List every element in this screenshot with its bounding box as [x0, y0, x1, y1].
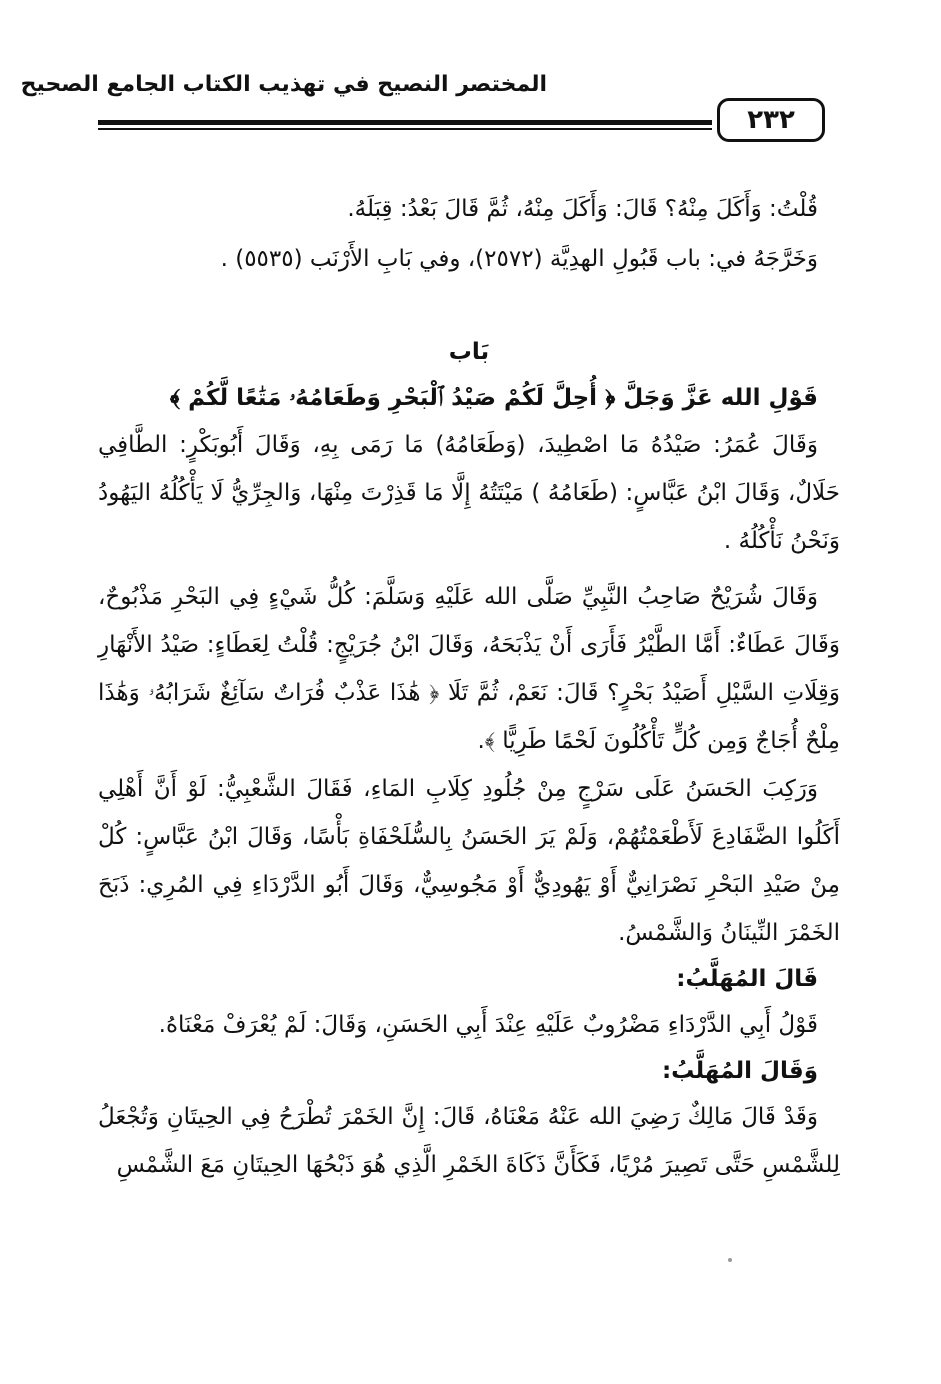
paragraph: وَقَالَ عُمَرُ: صَيْدُهُ مَا اصْطِيدَ، (وَطَعَامُهُ) مَا رَمَى بِهِ، وَقَالَ أَبُوبَكْرٍ: الطَّافِي حَلَالٌ، وَقَالَ ابْنُ عَبَّاسٍ: (طَعَامُهُ ) مَيْتَتُهُ إِلَّا مَا قَذِرْتَ مِنْهَا، وَالجِرِّيُّ لَا يَأْكُلُهُ اليَهُودُ وَنَحْنُ نَأْكُلُهُ . — [98, 432, 840, 554]
paragraph: وَرَكِبَ الحَسَنُ عَلَى سَرْجٍ مِنْ جُلُودِ كِلَابِ المَاءِ، فَقَالَ الشَّعْبِيُّ: لَوْ أَنَّ أَهْلِي أَكَلُوا الضَّفَادِعَ لَأَطْعَمْتُهُمْ، وَلَمْ يَرَ الحَسَنُ بِالسُّلَحْفَاةِ بَأْسًا، وَقَالَ ابْنُ عَبَّاسٍ: كُلْ مِنْ صَيْدِ البَحْرِ نَصْرَانِيٌّ أَوْ يَهُودِيٌّ أَوْ مَجُوسِيٌّ، وَقَالَ أَبُو الدَّرْدَاءِ فِي المُرِي: ذَبَحَ الخَمْرَ النِّينَانُ وَالشَّمْسُ. — [98, 776, 840, 946]
section-label: وَقَالَ المُهَلَّبُ: — [661, 1058, 818, 1084]
paragraph: قَوْلُ أَبِي الدَّرْدَاءِ مَضْرُوبٌ عَلَيْهِ عِنْدَ أَبِي الحَسَنِ، وَقَالَ: لَمْ يُعْرَفْ مَعْنَاهُ. — [158, 1012, 818, 1038]
header-rule-thick — [98, 120, 712, 125]
paragraph: وَقَالَ شُرَيْحٌ صَاحِبُ النَّبِيِّ صَلَّى الله عَلَيْهِ وَسَلَّمَ: كُلُّ شَيْءٍ فِي البَحْرِ مَذْبُوحٌ، وَقَالَ عَطَاءٌ: أَمَّا الطَّيْرُ فَأَرَى أَنْ يَذْبَحَهُ، وَقَالَ ابْنُ جُرَيْجٍ: قُلْتُ لِعَطَاءٍ: صَيْدُ الأَنْهَارِ وَقِلَاتِ السَّيْلِ أَصَيْدُ بَحْرٍ؟ قَالَ: نَعَمْ، ثُمَّ تَلَا ﴿ هَٰذَا عَذْبٌ فُرَاتٌ سَآئِغٌ شَرَابُهُۥ وَهَٰذَا مِلْحٌ أُجَاجٌ وَمِن كُلٍّ تَأْكُلُونَ لَحْمًا طَرِيًّا ﴾. — [98, 584, 840, 754]
running-head-title: المختصر النصيح في تهذيب الكتاب الجامع الصحيح — [20, 72, 547, 97]
page-body — [98, 185, 840, 1189]
chapter-title: قَوْلِ الله عَزَّ وَجَلَّ ﴿ أُحِلَّ لَكُمْ صَيْدُ ٱلْبَحْرِ وَطَعَامُهُۥ مَتَٰعًا لَّكُمْ ﴾ — [169, 385, 818, 411]
header-rule-thin — [98, 128, 712, 130]
scan-speck — [728, 1258, 732, 1262]
text-line: قُلْتُ: وَأَكَلَ مِنْهُ؟ قَالَ: وَأَكَلَ مِنْهُ، ثُمَّ قَالَ بَعْدُ: قِبَلَهُ. — [347, 196, 818, 222]
chapter-heading: بَاب — [448, 339, 490, 365]
paragraph: وَقَدْ قَالَ مَالِكٌ رَضِيَ الله عَنْهُ مَعْنَاهُ، قَالَ: إِنَّ الخَمْرَ تُطْرَحُ فِي الحِيتَانِ وَتُجْعَلُ لِلشَّمْسِ حَتَّى تَصِيرَ مُرْيًا، فَكَأَنَّ ذَكَاةَ الخَمْرِ الَّذِي هُوَ ذَبْحُهَا الحِيتَانِ مَعَ الشَّمْسِ — [98, 1104, 840, 1178]
section-label: قَالَ المُهَلَّبُ: — [676, 966, 818, 992]
page-number-frame — [717, 98, 825, 142]
page-number: ٢٣٢ — [747, 105, 795, 135]
reference-line: وَخَرَّجَهُ في: باب قَبُولِ الهدِيَّة (٢٥٧٢)، وفي بَابِ الأَرْنَب (٥٥٣٥) . — [220, 246, 818, 272]
